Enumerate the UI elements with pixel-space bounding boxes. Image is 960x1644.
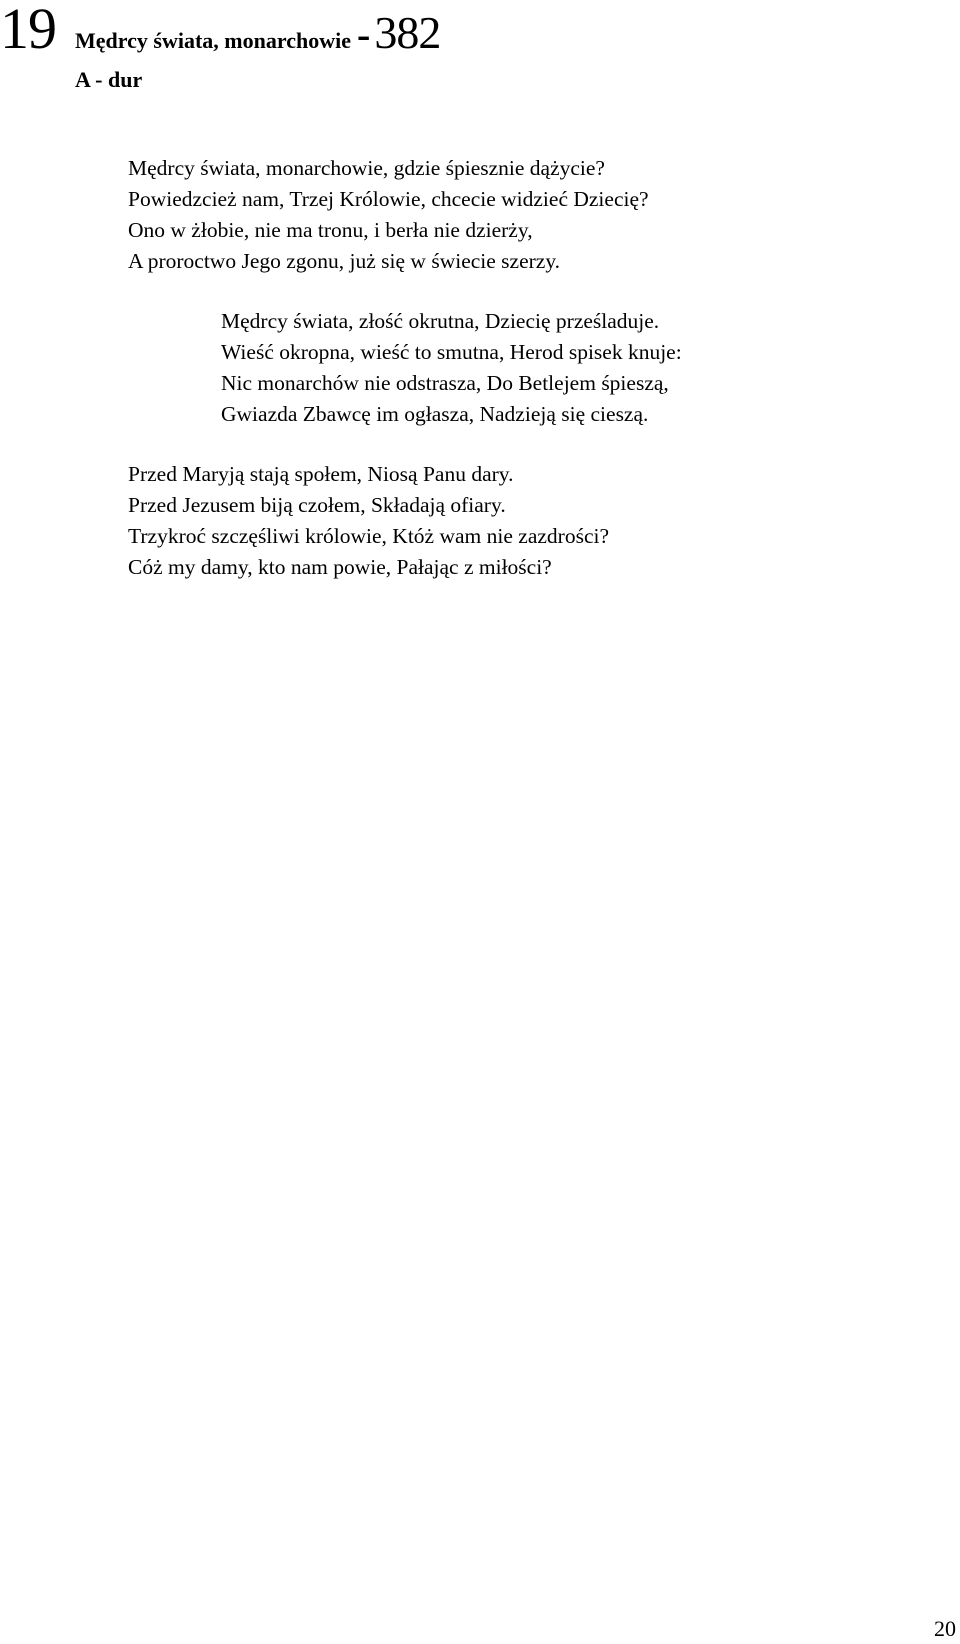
song-key: A - dur: [75, 67, 143, 92]
stanza-3: [128, 459, 609, 583]
verse-line: Trzykroć szczęśliwi królowie, Któż wam nie zazdrości?: [128, 524, 609, 548]
title-dash: -: [356, 12, 371, 57]
stanza-1: [128, 153, 649, 277]
verse-line: Ono w żłobie, nie ma tronu, i berła nie dzierży,: [128, 218, 533, 242]
song-header: [0, 0, 960, 110]
song-title-line: [75, 6, 440, 56]
verse-line: Cóż my damy, kto nam powie, Pałając z miłości?: [128, 555, 552, 579]
verse-line: Przed Jezusem biją czołem, Składają ofiary.: [128, 493, 506, 517]
song-title: Mędrcy świata, monarchowie: [75, 28, 351, 53]
verse-line: Przed Maryją stają społem, Niosą Panu dary.: [128, 462, 514, 486]
stanza-2-chorus: [221, 306, 682, 430]
verse-line: Wieść okropna, wieść to smutna, Herod spisek knuje:: [221, 340, 682, 364]
song-number: 19: [0, 0, 56, 61]
verse-line: Mędrcy świata, monarchowie, gdzie śpiesznie dążycie?: [128, 156, 605, 180]
verse-line: Gwiazda Zbawcę im ogłasza, Nadzieją się cieszą.: [221, 402, 649, 426]
page-number: 20: [934, 1616, 956, 1641]
verse-line: A proroctwo Jego zgonu, już się w świecie szerzy.: [128, 249, 561, 273]
verse-line: Mędrcy świata, złość okrutna, Dziecię prześladuje.: [221, 309, 660, 333]
title-page-reference: 382: [374, 7, 441, 58]
verse-line: Nic monarchów nie odstrasza, Do Betlejem śpieszą,: [221, 371, 669, 395]
verse-line: Powiedzcież nam, Trzej Królowie, chcecie widzieć Dziecię?: [128, 187, 649, 211]
